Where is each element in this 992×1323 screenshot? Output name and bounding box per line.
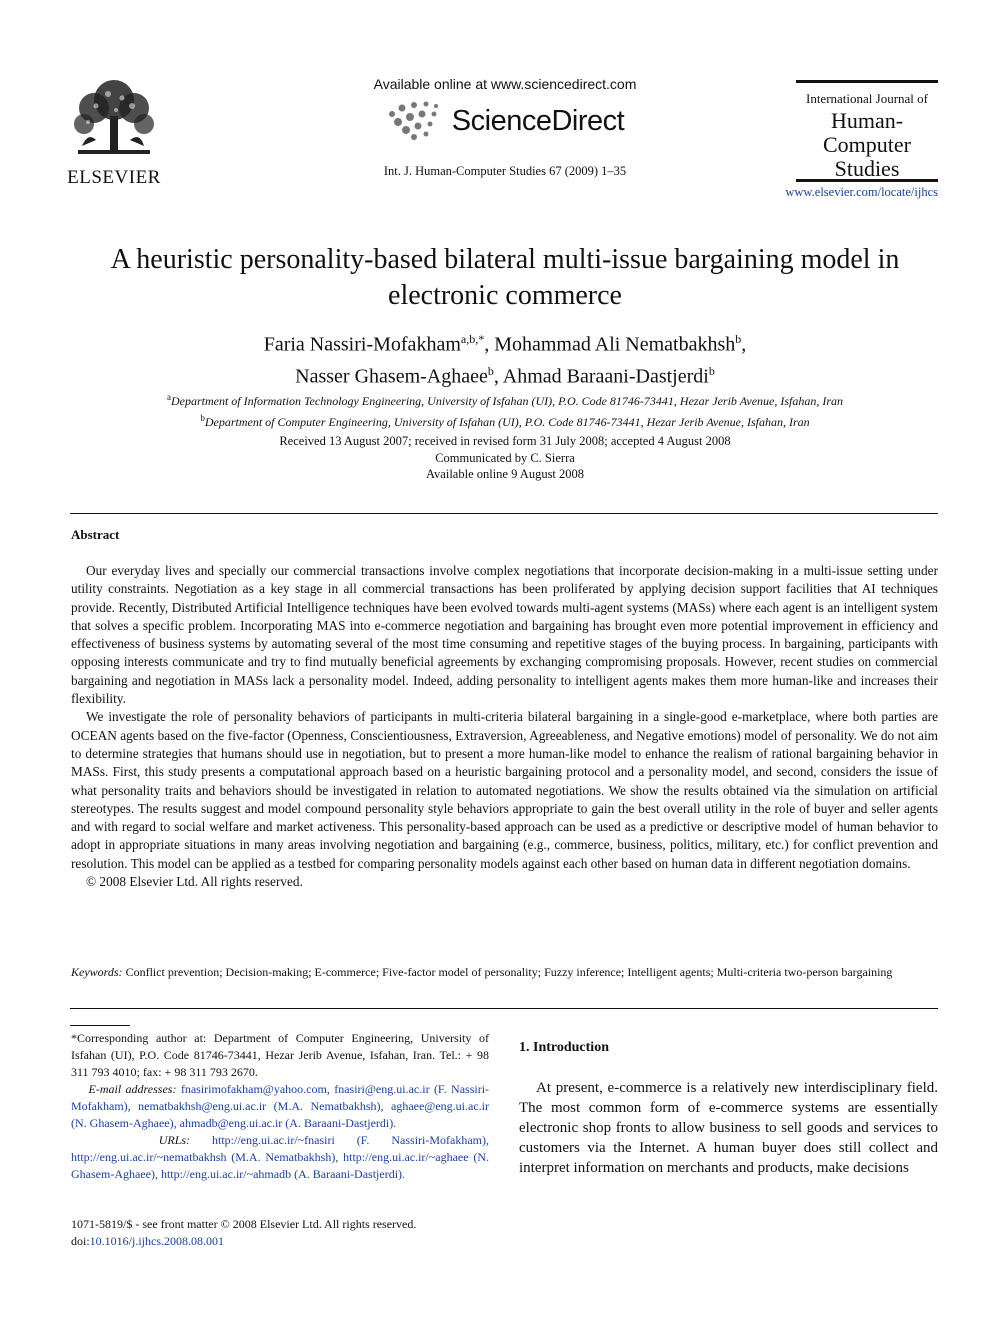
introduction-heading: 1. Introduction xyxy=(519,1040,609,1055)
introduction-paragraph: At present, e-commerce is a relatively new interdisciplinary field. The most common form of e-commerce systems are essentially electronic shop fronts to allow business to sell goods and services to customers via the Internet. A human buyer does still collect and interpret information on merchants and products, make decisions xyxy=(519,1080,938,1176)
sciencedirect-dots-icon xyxy=(386,100,448,142)
author-list xyxy=(60,326,950,389)
available-online-date: Available online 9 August 2008 xyxy=(425,467,585,481)
affiliation-text: Department of Computer Engineering, University of Isfahan (UI), P.O. Code 81746-73441, Hezar Jerib Avenue, Isfahan, Iran xyxy=(204,415,810,429)
article-title: A heuristic personality-based bilateral multi-issue bargaining model in electronic commerce xyxy=(110,244,900,311)
author-name: Nasser Ghasem-Aghaee xyxy=(295,365,488,388)
doi-line xyxy=(71,1233,489,1250)
keywords-bottom-rule xyxy=(70,1008,938,1009)
affiliation-mark: b xyxy=(200,413,205,423)
affiliations xyxy=(60,389,950,431)
email-label: E-mail addresses: xyxy=(88,1082,177,1096)
issn-line: 1071-5819/$ - see front matter © 2008 Elsevier Ltd. All rights reserved. xyxy=(71,1217,417,1231)
affiliation-text: Department of Information Technology Engineering, University of Isfahan (UI), P.O. Code 81746-73441, Hezar Jerib Avenue, Isfahan, Iran xyxy=(170,394,844,408)
author-urls xyxy=(71,1132,489,1183)
sciencedirect-logo xyxy=(300,100,710,142)
abstract-heading: Abstract xyxy=(71,527,120,542)
abstract-top-rule xyxy=(70,513,938,514)
keywords-label: Keywords: xyxy=(71,965,123,979)
corresponding-author-note: *Corresponding author at: Department of Computer Engineering, University of Isfahan (UI), P.O. Code 81746-73441, Hezar Jerib Avenue, Isfahan, Iran. Tel.: + 98 311 793 4010; fax: + 98 311 793 2670. xyxy=(71,1031,489,1079)
email-addresses xyxy=(71,1081,489,1132)
author-separator: , xyxy=(484,333,495,356)
footnote-rule xyxy=(70,1025,130,1026)
author-affil-mark[interactable]: a,b,* xyxy=(460,332,485,346)
abstract-paragraph: We investigate the role of personality behaviors of participants in multi-criteria bilateral bargaining in a single-good e-marketplace, where both parties are OCEAN agents based on the five-factor (Openness, Conscientiousness, Extraversion, Agreeableness, and Negative emotions) model of personality. We do not aim to determine strategies that humans should use in negotiation, but to present a more human-like model to enhance the realism of rational bargaining behavior in MASs. First, this study presents a computational approach based on a heuristic bargaining protocol and a personality model, and second, considers the issue of what personality traits and behaviors should be investigated in relation to automated negotiations. We show the results obtained via the simulation on artificial stereotypes. The results suggest and model compound personality style behaviors appropriate to gain the best overall utility in the role of buyer and seller agents and with regard to social welfare and market activeness. This personality-based approach can be used as a predictive or descriptive model of human behavior to adopt in appropriate situations in many areas involving negotiation and bargaining (e.g., commerce, business, politics, military, etc.) for conflict prevention and resolution. This model can be applied as a testbed for comparing personality models against each other based on human data in different negotiation domains. xyxy=(71,709,938,871)
introduction-body xyxy=(519,1078,938,1178)
keywords xyxy=(71,964,938,981)
article-history xyxy=(60,433,950,483)
journal-url-link[interactable]: www.elsevier.com/locate/ijhcs xyxy=(785,185,938,199)
journal-citation: Int. J. Human-Computer Studies 67 (2009) 1–35 xyxy=(383,164,627,178)
received-dates: Received 13 August 2007; received in revised form 31 July 2008; accepted 4 August 2008 xyxy=(279,434,731,448)
elsevier-tree-icon xyxy=(68,76,160,162)
publisher-name: ELSEVIER xyxy=(67,167,161,188)
elsevier-logo xyxy=(64,76,164,186)
journal-name-line3: Studies xyxy=(834,156,900,181)
abstract-copyright: © 2008 Elsevier Ltd. All rights reserved. xyxy=(86,874,303,890)
author-affil-mark[interactable]: b xyxy=(735,332,742,346)
affiliation-item xyxy=(60,410,950,431)
center-header xyxy=(300,76,710,179)
author-separator: , xyxy=(741,333,747,356)
author-name: Faria Nassiri-Mofakham xyxy=(263,333,461,356)
footnotes xyxy=(71,1030,489,1183)
sciencedirect-wordmark: ScienceDirect xyxy=(451,104,625,137)
author-affil-mark[interactable]: b xyxy=(487,363,494,378)
email-links[interactable]: fnasirimofakham@yahoo.com, fnasiri@eng.ui.ac.ir (F. Nassiri-Mofakham), nematbakhsh@eng.ui.ac.ir (M.A. Nematbakhsh), aghaee@eng.ui.ac.ir (N. Ghasem-Aghaee), ahmadb@eng.ui.ac.ir (A. Baraani-Dastjerdi). xyxy=(71,1082,490,1130)
url-links[interactable]: http://eng.ui.ac.ir/~fnasiri (F. Nassiri-Mofakham), http://eng.ui.ac.ir/~nematbakhsh (M.A. Nematbakhsh), http://eng.ui.ac.ir/~aghaee (N. Ghasem-Aghaee), http://eng.ui.ac.ir/~ahmadb (A. Baraani-Dastjerdi). xyxy=(71,1133,490,1181)
affiliation-item xyxy=(60,389,950,410)
author-separator: , xyxy=(493,365,503,388)
available-online-text: Available online at www.sciencedirect.com xyxy=(373,76,637,92)
author-name: Ahmad Baraani-Dastjerdi xyxy=(502,365,709,388)
abstract-body xyxy=(71,562,938,891)
keywords-text: Conflict prevention; Decision-making; E-commerce; Five-factor model of personality; Fuzzy inference; Intelligent agents; Multi-criteria two-person bargaining xyxy=(125,965,893,979)
doi-label: doi: xyxy=(71,1234,90,1248)
author-name: Mohammad Ali Nematbakhsh xyxy=(494,333,736,356)
abstract-paragraph: Our everyday lives and specially our commercial transactions involve complex negotiations that incorporate decision-making in a multi-issue setting under utility constraints. Negotiation as a key stage in all commercial transactions has been proliferated by applying decision support facilities that AI techniques provide. Recently, Distributed Artificial Intelligence techniques have been evolved towards multi-agent systems (MASs) where each agent is an intelligent system that solves a specific problem. Incorporating MAS into e-commerce negotiation and bargaining has brought even more potential improvement in efficiency and effectiveness of business systems by automating several of the most time consuming and repetitive stages of the buying process. In bargaining, participants with opposing interests communicate and try to find mutually beneficial agreements by exchanging compromising proposals. However, recent studies on commercial bargaining and negotiation in MASs lack a personality model. Indeed, adding personality to intelligent agents makes them more human-like and increases their flexibility. xyxy=(71,563,938,707)
journal-name-line1: International Journal of xyxy=(805,91,928,106)
communicated-by: Communicated by C. Sierra xyxy=(435,450,575,465)
front-matter xyxy=(71,1216,489,1250)
journal-logo xyxy=(796,80,938,182)
author-affil-mark[interactable]: b xyxy=(708,363,715,378)
urls-label: URLs: xyxy=(158,1133,191,1147)
journal-name-line2: Human-Computer xyxy=(823,108,911,157)
affiliation-mark: a xyxy=(166,392,171,402)
doi-link[interactable]: 10.1016/j.ijhcs.2008.08.001 xyxy=(89,1234,225,1248)
